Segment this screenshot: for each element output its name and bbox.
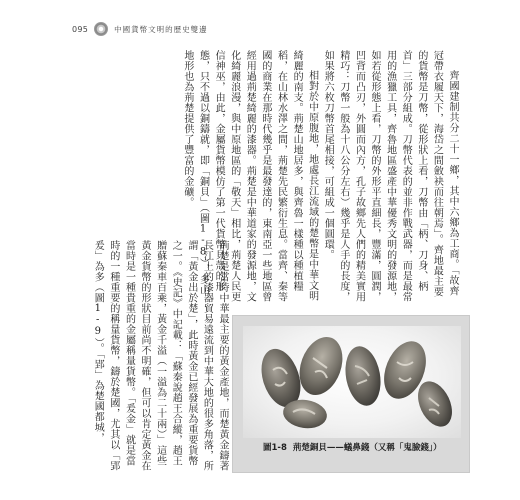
figure-label: 圖1-8 <box>263 443 287 453</box>
figure-caption-text: 荊楚銅貝——蟻鼻錢（又稱「鬼臉錢」） <box>292 443 442 453</box>
figure-caption <box>263 442 453 455</box>
body-text-lower <box>74 240 230 472</box>
paragraph-2: 相對於中原腹地，地處長江流域的楚幣是中華文明綺麗的南支。荊楚山地居多，與齊魯一樣種以種植糧稻，在山林水澤之間，荊楚先民繁衍生息。當齊、秦等國的商業在那時代幾乎是最發達的，東南亞一些地區曾經用過荊楚綺麗的漆器。荊楚是中華道家的發源地，文化綺麗浪漫，與中原地區的「敬天」相比，荊楚人民更信神巫，由此，金屬貨幣模仿了第一代貨幣貝殼的形態，只不過以銅鑄就，即「銅貝」（圖1-8），多山地形也為荊楚提供了豐富的金礦。 <box>181 50 318 302</box>
page-number: 095 <box>72 24 89 34</box>
page-header <box>72 22 208 36</box>
figure-box <box>232 315 470 473</box>
coin-2 <box>292 331 350 401</box>
paragraph-1: 齊國建制共分二十一鄉，其中六鄉為工商。「故齊冠帶衣履天下，海岱之間斂袂而往朝焉」。齊地最主要的貨幣是刀幣，從形狀上看，刀幣由「柄、刀身、柄首」三部分組成。刀幣代表的並非作戰武器，而是最常用的漁獵工具，齊魯地區盛產中華優秀文明的發源地，如若從形態上看，刀幣的外形平直細長，豐滿，圓潤，凹背而凸刃，外圓而內方，孔子故鄉先人們的精美實用精巧：刀幣一般為十八公分左右）幾乎是人手的長度，如果將六枚刀幣首尾相接，可組成一個圓環。 <box>322 50 458 302</box>
paragraph-3: 荊楚是當時中華最主要的黃金產地，而楚黃金鑄著長江上的漆器貿易遠流到中華大地的很多角落，所謂「黃金出於楚」，此時黃金已經發展為重要貨幣之一。《史記》中記載：「蘇秦說趙王合縱，趙王贈蘇秦車百乘，黃金千溢（一溢為二十兩）」這些黃金貨幣的形狀目前尚不明確，但可以肯定黃金在當時是一種貴重的金屬稱量貨幣。「爰金」就是當時的一種重要的稱量貨幣，鑄於楚國，尤其以「郢爰」為多（圖1-9）。「郢」為楚國都城， <box>92 240 228 471</box>
disc-icon <box>94 22 108 36</box>
running-title: 中國貨幣文明的歷史雙邊 <box>114 24 208 34</box>
ant-nose-coins-illustration <box>243 326 461 438</box>
bronze-coins-photo <box>243 326 461 438</box>
coin-3 <box>341 344 385 409</box>
